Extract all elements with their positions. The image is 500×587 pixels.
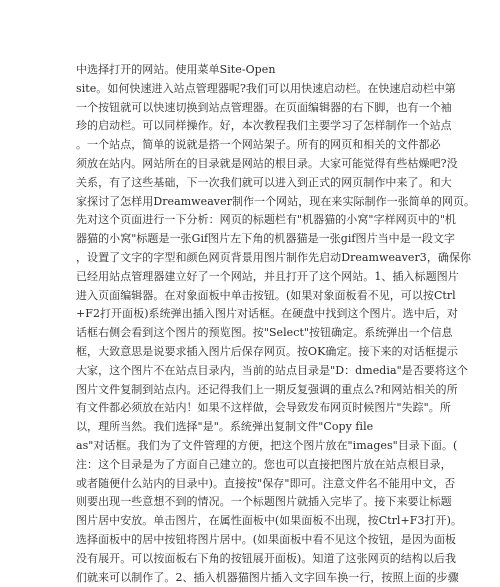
text-line: 图片文件复制到站点内。还记得我们上一期反复强调的重点么?和网站相关的所 — [76, 382, 458, 396]
text-line: 先对这个页面进行一下分析：网页的标题栏有"机器猫的小窝"字样网页中的"机 — [76, 213, 456, 227]
text-line: 须放在站内。网站所在的目录就是网站的根目录。大家可能觉得有些枯燥吧?没 — [76, 156, 458, 170]
text-line: 图片居中安放。单击图片，在属性面板中(如果面板不出现，按Ctrl+F3打开)。 — [76, 514, 462, 528]
text-line: 一个按钮就可以快速切换到站点管理器。在页面编辑器的右下脚，也有一个袖 — [76, 100, 452, 114]
text-line: 框，大致意思是说要求插入图片后保存网页。按OK确定。接下来的对话框提示 — [76, 344, 458, 358]
text-line: 进入页面编辑器。在对象面板中单击按钮。(如果对象面板看不见，可以按Ctrl — [76, 288, 456, 302]
text-line: 家探讨了怎样用Dreamweaver制作一个网站，现在来实际制作一张简单的网页。 — [76, 194, 476, 208]
text-line: 。一个站点，简单的说就是搭一个网站架子。所有的网页和相关的文件都必 — [76, 138, 441, 152]
text-line: 已经用站点管理器建立好了一个网站，并且打开了这个网站。1、插入标题图片 — [76, 269, 459, 283]
text-line: 选择面板中的居中按钮将图片居中。(如果面板中看不见这个按钮，是因为面板 — [76, 532, 457, 546]
text-line: +F2打开面板)系统弹出插入图片对话框。在硬盘中找到这个图片。选中后，对 — [76, 307, 458, 321]
text-line: 则要出现一些意想不到的情况。一个标题图片就插入完毕了。接下来要让标题 — [76, 495, 452, 509]
text-line: ，设置了文字的字型和颜色网页背景用图片制作先启动Dreamweaver3，确保你 — [76, 250, 472, 264]
text-line: 们就来可以制作了。2、插入机器猫图片插入文字回车换一行，按照上面的步骤 — [76, 570, 459, 584]
text-line: 没有展开。可以按面板右下角的按钮展开面板)。知道了这张网页的结构以后我 — [76, 551, 457, 565]
text-line: 关系，有了这些基础，下一次我们就可以进入到正式的网页制作中来了。和大 — [76, 175, 452, 189]
text-line: site。如何快速进入站点管理器呢?我们可以用快速启动栏。在快速启动栏中第 — [76, 81, 456, 95]
article-body — [76, 61, 476, 587]
text-line: 或者随便什么站内的目录中)。直接按"保存"即可。注意文件名不能用中文，否 — [76, 476, 456, 490]
text-line: 话框右侧会看到这个图片的预览图。按"Select"按钮确定。系统弹出一个信息 — [76, 326, 453, 340]
text-line: 中选择打开的网站。使用菜单Site-Open — [76, 63, 276, 76]
text-line: as"对话框。我们为了文件管理的方便，把这个图片放在"images"目录下面。( — [76, 438, 458, 452]
text-line: 器猫的小窝"标题是一张Gif图片左下角的机器猫是一张gif图片当中是一段文字 — [76, 232, 455, 246]
text-line: 注：这个目录是为了方面自己建立的。您也可以直接把图片放在站点根目录， — [76, 457, 452, 471]
text-line: 有文件都必须放在站内！如果不这样做，会导致发布网页时候图片"失踪"。所 — [76, 401, 451, 415]
text-line: 以，理所当然。我们选择"是"。系统弹出复制文件"Copy file — [76, 420, 374, 434]
text-line: 珍的启动栏。可以同样操作。好，本次教程我们主要学习了怎样制作一个站点 — [76, 119, 452, 133]
text-line: 大家，这个图片不在站点目录内，当前的站点目录是"D：dmedia"是否要将这个 — [76, 363, 468, 377]
